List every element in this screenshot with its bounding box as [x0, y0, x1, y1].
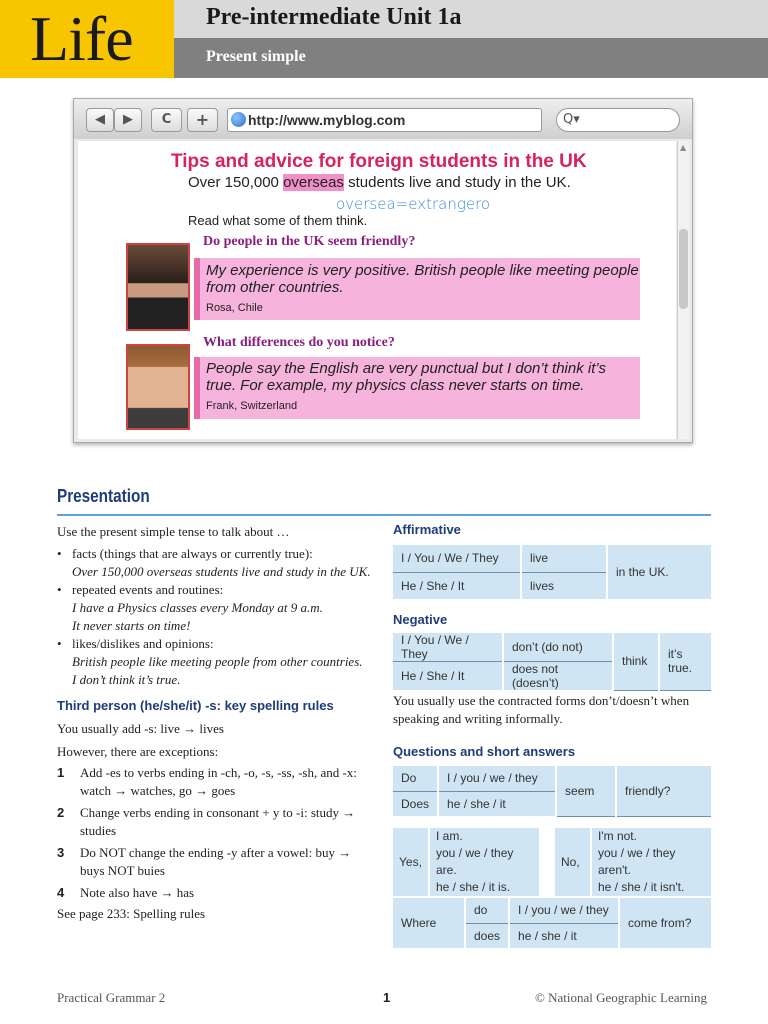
- subject-cell: I / You / We / They: [393, 633, 503, 662]
- back-button[interactable]: [86, 108, 114, 132]
- short-answer: you / we / they aren't.: [598, 846, 676, 877]
- forward-icon: ▶: [123, 112, 133, 127]
- complement-cell: in the UK.: [607, 545, 711, 599]
- no-answer-table: [555, 828, 711, 896]
- bullet-item: [57, 545, 377, 581]
- aux-cell: Does: [393, 791, 438, 816]
- rule-text: Note also have → has: [80, 885, 195, 900]
- short-answer: you / we / they are.: [436, 846, 514, 877]
- subject-cell: He / She / It: [393, 572, 521, 599]
- intro-line: Use the present simple tense to talk about …: [57, 524, 290, 539]
- globe-icon: [231, 112, 246, 127]
- complement-cell: it’s true.: [659, 633, 711, 690]
- search-icon: Q▾: [563, 112, 580, 127]
- bullet-icon: •: [57, 636, 62, 651]
- divider: [57, 514, 711, 516]
- handwritten-note: oversea=extrangero: [336, 195, 491, 213]
- post-question: Do people in the UK seem friendly?: [203, 234, 416, 249]
- scrollbar[interactable]: [677, 141, 689, 439]
- rule-number: 2: [57, 805, 65, 820]
- subject-cell: He / She / It: [393, 662, 503, 691]
- scrollbar-thumb[interactable]: [679, 229, 688, 309]
- search-input[interactable]: [556, 108, 680, 132]
- rule-number: 3: [57, 845, 65, 860]
- complement-cell: come from?: [619, 898, 711, 948]
- verb-cell: lives: [521, 572, 607, 599]
- contracted-note: You usually use the contracted forms don’t/doesn’t when speaking and writing informally.: [393, 693, 690, 726]
- post-answer-box: [194, 258, 640, 320]
- topic-bar: [174, 38, 768, 78]
- wh-word: Where: [393, 898, 465, 948]
- exceptions: However, there are exceptions:: [57, 744, 219, 759]
- verb-cell: seem: [556, 766, 616, 816]
- example: Over 150,000 overseas students live and study in the UK.: [72, 564, 371, 579]
- short-answer: I am.: [436, 829, 463, 843]
- subject-cell: I / you / we / they: [438, 766, 556, 791]
- yes-label: Yes,: [393, 828, 429, 896]
- rule-text: Do NOT change the ending -y after a vowel: buy → buys NOT buies: [80, 845, 352, 878]
- verb-cell: think: [613, 633, 659, 690]
- post-answer-box: [194, 357, 640, 419]
- browser-toolbar: [74, 99, 692, 139]
- yes-answer-table: [393, 828, 539, 896]
- post-answer: My experience is very positive. British people like meeting people from other countries.: [206, 262, 639, 296]
- rule-number: 1: [57, 765, 65, 780]
- reload-button[interactable]: [151, 108, 182, 132]
- intro-text-end: students live and study in the UK.: [343, 174, 571, 191]
- blog-title: Tips and advice for foreign students in the UK: [171, 151, 587, 172]
- rule-item: [57, 884, 377, 902]
- browser-window: [73, 98, 693, 443]
- aux-cell: does: [465, 923, 509, 948]
- affirmative-heading: Affirmative: [393, 522, 461, 537]
- bullet-item: [57, 581, 377, 635]
- third-person-heading: Third person (he/she/it) -s: key spelling rules: [57, 698, 334, 713]
- rosa-photo: [126, 243, 190, 331]
- bullet-item: [57, 635, 377, 689]
- scroll-up-icon: ▲: [680, 143, 687, 152]
- verb-cell: live: [521, 545, 607, 572]
- reload-icon: C: [161, 112, 172, 127]
- rule-number: 4: [57, 885, 65, 900]
- wh-question-table: [393, 898, 711, 948]
- highlighted-word: overseas: [283, 174, 344, 191]
- bullet-text: likes/dislikes and opinions:: [72, 636, 214, 651]
- subject-cell: he / she / it: [509, 923, 619, 948]
- bullet-text: repeated events and routines:: [72, 582, 224, 597]
- webpage-content: [78, 141, 676, 439]
- short-answer: I'm not.: [598, 829, 637, 843]
- aux-cell: Do: [393, 766, 438, 791]
- add-tab-button[interactable]: [187, 108, 218, 132]
- post-author: Rosa, Chile: [206, 302, 263, 314]
- questions-table: [393, 766, 711, 817]
- bullet-icon: •: [57, 546, 62, 561]
- no-label: No,: [555, 828, 591, 896]
- subject-cell: I / You / We / They: [393, 545, 521, 572]
- usually-add: You usually add -s: live → lives: [57, 721, 224, 736]
- example: I have a Physics classes every Monday at 9 a.m.: [72, 600, 323, 615]
- intro-text: Over 150,000: [188, 174, 284, 191]
- subject-cell: I / you / we / they: [509, 898, 619, 923]
- yes-answers: [429, 828, 539, 896]
- example: British people like meeting people from other countries.: [72, 654, 363, 669]
- see-page: See page 233: Spelling rules: [57, 906, 206, 921]
- rule-text: Change verbs ending in consonant + y to -i: study → studies: [80, 805, 356, 838]
- unit-title: Pre-intermediate Unit 1a: [206, 4, 462, 30]
- short-answer: he / she / it isn't.: [598, 880, 685, 894]
- no-answers: [591, 828, 711, 896]
- bullet-icon: •: [57, 582, 62, 597]
- aux-cell: does not (doesn’t): [503, 662, 613, 691]
- subject-cell: he / she / it: [438, 791, 556, 816]
- presentation-heading: Presentation: [57, 486, 150, 506]
- complement-cell: friendly?: [616, 766, 711, 816]
- rule-item: [57, 764, 377, 800]
- bullet-text: facts (things that are always or currently true):: [72, 546, 313, 561]
- rule-item: [57, 804, 377, 840]
- footer-book-title: Practical Grammar 2: [57, 990, 166, 1005]
- post-answer: People say the English are very punctual but I don’t think it’s true. For example, my physics class never starts on time.: [206, 360, 606, 394]
- read-what-text: Read what some of them think.: [188, 213, 368, 228]
- page-number: 1: [383, 990, 391, 1005]
- affirmative-table: [393, 545, 711, 599]
- footer-copyright: © National Geographic Learning: [535, 990, 707, 1005]
- short-answer: he / she / it is.: [436, 880, 511, 894]
- example: I don’t think it’s true.: [72, 672, 181, 687]
- aux-cell: don’t (do not): [503, 633, 613, 662]
- left-column: [57, 523, 377, 923]
- logo-text: Life: [30, 3, 133, 74]
- url-bar[interactable]: [227, 108, 542, 132]
- example: It never starts on time!: [72, 618, 191, 633]
- rule-item: [57, 844, 377, 880]
- unit-title-bar: [174, 0, 768, 38]
- negative-table: [393, 633, 711, 691]
- life-logo: [0, 0, 174, 78]
- blog-intro: [188, 174, 571, 191]
- post-author: Frank, Switzerland: [206, 400, 298, 412]
- back-icon: ◀: [95, 112, 105, 127]
- plus-icon: +: [195, 110, 210, 129]
- topic-title: Present simple: [206, 48, 306, 65]
- forward-button[interactable]: [114, 108, 142, 132]
- frank-photo: [126, 344, 190, 430]
- rule-text: Add -es to verbs ending in -ch, -o, -s, -ss, -sh, and -x: watch → watches, go → goes: [80, 765, 357, 798]
- post-question: What differences do you notice?: [203, 335, 395, 350]
- negative-heading: Negative: [393, 612, 448, 627]
- questions-heading: Questions and short answers: [393, 744, 576, 759]
- url-text: http://www.myblog.com: [248, 112, 406, 128]
- aux-cell: do: [465, 898, 509, 923]
